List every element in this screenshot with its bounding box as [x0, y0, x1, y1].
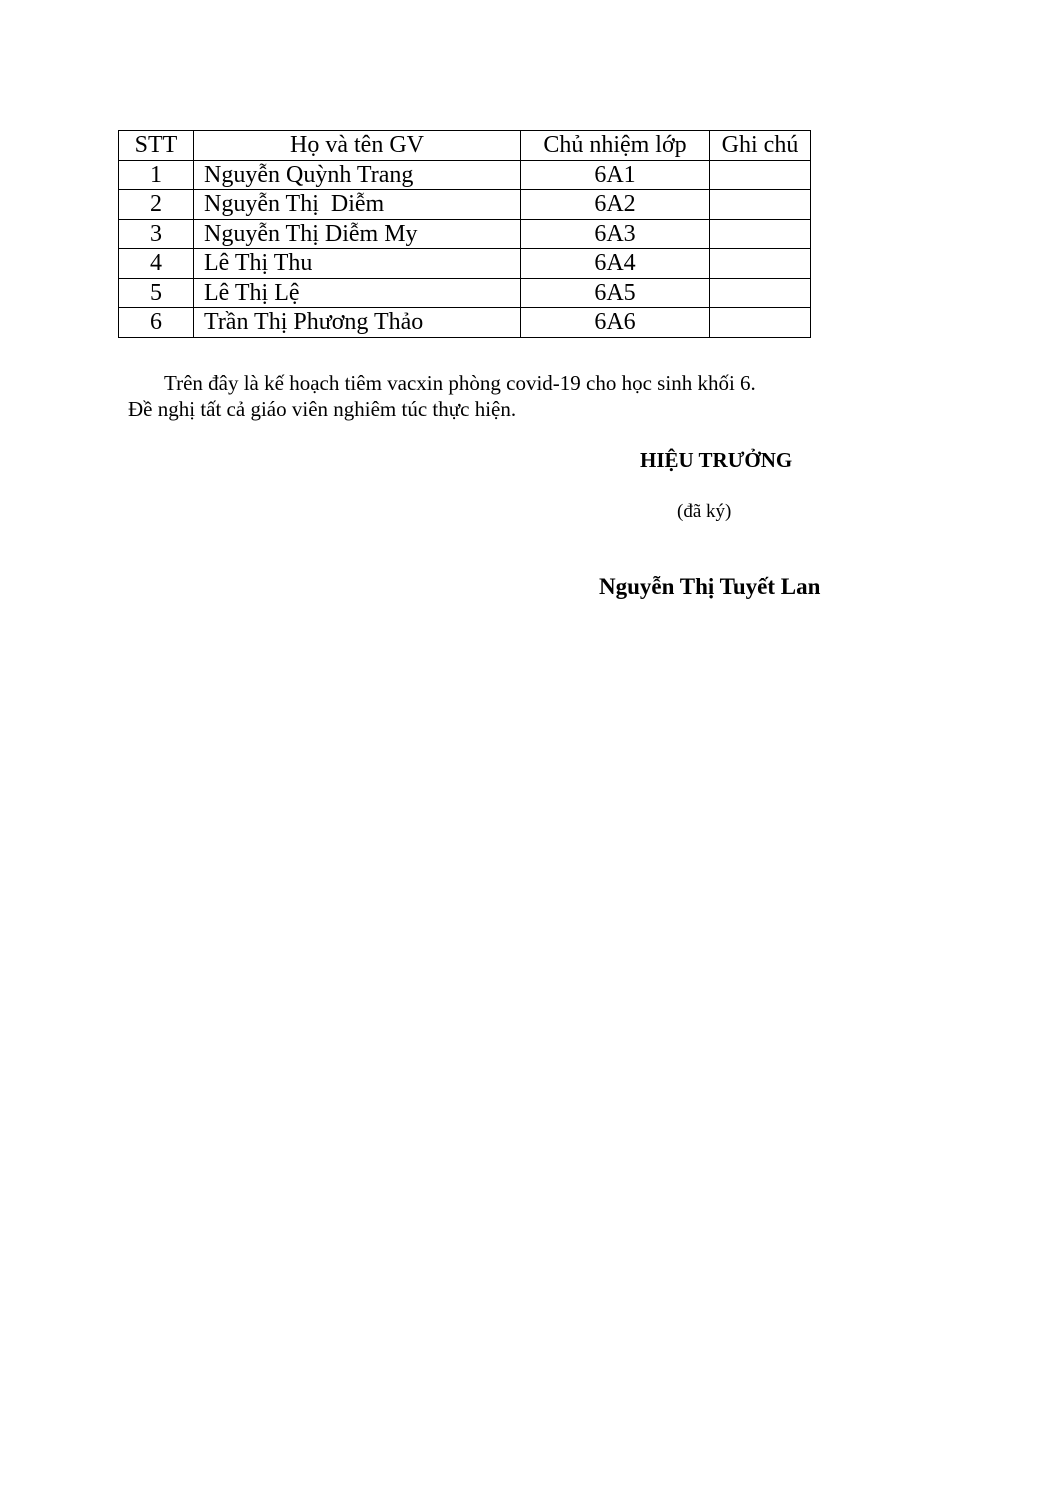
table-row: [119, 249, 811, 279]
row-homeroom-class: 6A4: [521, 249, 710, 279]
row-teacher-name: Lê Thị Thu: [194, 249, 521, 279]
table-row: [119, 308, 811, 338]
table-row: [119, 160, 811, 190]
table-row: [119, 278, 811, 308]
header-teacher-name: Họ và tên GV: [194, 131, 521, 161]
row-stt: 4: [119, 249, 194, 279]
row-note: [710, 249, 811, 279]
header-note: Ghi chú: [710, 131, 811, 161]
table-row: [119, 219, 811, 249]
row-stt: 6: [119, 308, 194, 338]
row-homeroom-class: 6A1: [521, 160, 710, 190]
row-stt: 3: [119, 219, 194, 249]
row-stt: 2: [119, 190, 194, 220]
header-stt: STT: [119, 131, 194, 161]
closing-paragraph-line-1: Trên đây là kế hoạch tiêm vacxin phòng covid-19 cho học sinh khối 6.: [164, 371, 756, 395]
row-teacher-name: Nguyễn Quỳnh Trang: [194, 160, 521, 190]
signer-name: Nguyễn Thị Tuyết Lan: [599, 574, 821, 599]
row-stt: 1: [119, 160, 194, 190]
table-header-row: [119, 131, 811, 161]
table-row: [119, 190, 811, 220]
row-teacher-name: Nguyễn Thị Diễm: [194, 190, 521, 220]
row-note: [710, 308, 811, 338]
row-stt: 5: [119, 278, 194, 308]
row-note: [710, 190, 811, 220]
row-note: [710, 278, 811, 308]
row-homeroom-class: 6A5: [521, 278, 710, 308]
signature-status: (đã ký): [677, 501, 732, 522]
header-homeroom-class: Chủ nhiệm lớp: [521, 131, 710, 161]
row-homeroom-class: 6A2: [521, 190, 710, 220]
closing-paragraph-line-2: Đề nghị tất cả giáo viên nghiêm túc thực hiện.: [128, 397, 517, 421]
row-homeroom-class: 6A3: [521, 219, 710, 249]
row-homeroom-class: 6A6: [521, 308, 710, 338]
row-teacher-name: Nguyễn Thị Diễm My: [194, 219, 521, 249]
row-note: [710, 160, 811, 190]
row-teacher-name: Lê Thị Lệ: [194, 278, 521, 308]
row-note: [710, 219, 811, 249]
row-teacher-name: Trần Thị Phương Thảo: [194, 308, 521, 338]
signature-title: HIỆU TRƯỞNG: [640, 448, 793, 472]
teacher-table: [118, 130, 811, 338]
